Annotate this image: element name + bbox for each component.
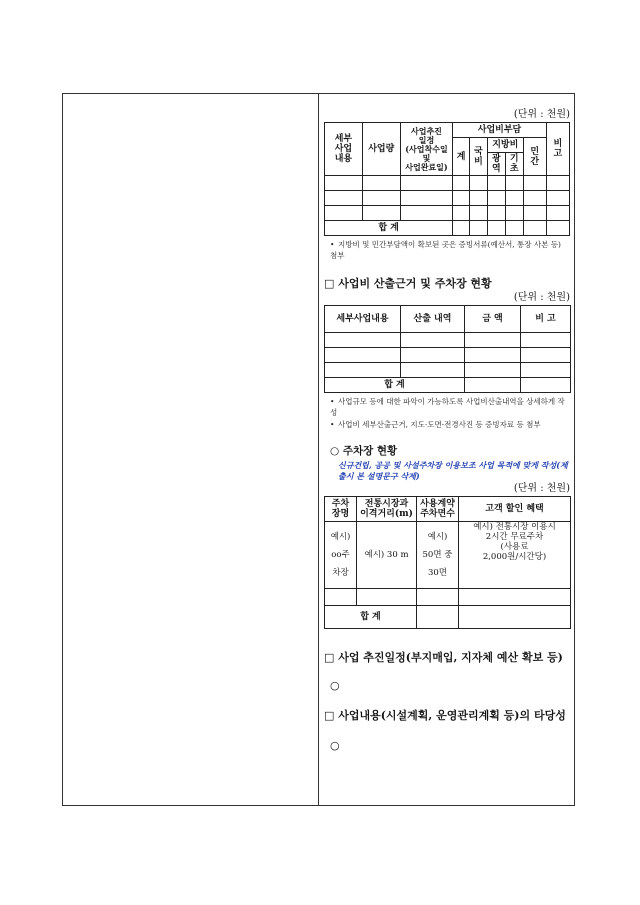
col-private: 민 간 (523, 138, 546, 176)
note-local-funds: • 지방비 및 민간부담액이 확보된 곳은 증빙서류(예산서, 통장 사본 등) 첨부 (330, 240, 561, 260)
col-basic: 기 초 (505, 153, 523, 176)
col-total: 계 (453, 138, 470, 176)
parking-table (324, 496, 571, 629)
col-detail-2: 세부사업내용 (325, 306, 401, 333)
col-parking-name: 주차 장명 (325, 497, 357, 522)
col-metro: 광 역 (487, 153, 505, 176)
unit-label: (단위 : 천원) (513, 109, 570, 120)
unit-label-3: (단위 : 천원) (513, 483, 570, 494)
sum-row-label-3: 합 계 (325, 606, 417, 629)
unit-label-2: (단위 : 천원) (513, 292, 570, 303)
col-amount: 사업량 (362, 123, 400, 176)
cost-share-table (324, 122, 570, 236)
col-benefit: 고객 할인 혜택 (459, 497, 571, 522)
right-column (324, 100, 570, 753)
col-distance: 전통시장과 이격거리(m) (357, 497, 417, 522)
section-cost-basis: □ 사업비 산출근거 및 주차장 현황 (324, 277, 492, 290)
col-local: 지방비 (487, 138, 523, 153)
col-schedule: 사업추진 일정 (사업착수일 및 사업완료일) (400, 123, 453, 176)
note-scale: • 사업규모 등에 대한 파악이 가능하도록 사업비산출내역을 상세하게 작성 (330, 397, 565, 417)
example-name: 예시) oo주 차장 (325, 522, 357, 589)
validity-bullet: ○ (330, 739, 340, 752)
col-national: 국 비 (470, 138, 488, 176)
section-schedule: □ 사업 추진일정(부지매입, 지자체 예산 확보 등) (324, 651, 563, 664)
sum-row-label-2: 합 계 (325, 378, 465, 393)
note-evidence: • 사업비 세부산출근거, 지도·도면·전경사진 등 증빙자료 등 첨부 (330, 420, 541, 429)
col-remark-2: 비 고 (521, 306, 571, 333)
col-amount-2: 금 액 (465, 306, 521, 333)
col-calc: 산출 내역 (401, 306, 465, 333)
col-count: 사용계약 주차면수 (417, 497, 459, 522)
section-validity: □ 사업내용(시설계획, 운영관리계획 등)의 타당성 (324, 709, 566, 722)
parking-heading: ○ 주차장 현황 (330, 445, 398, 457)
sum-row-label: 합 계 (325, 221, 453, 236)
schedule-bullet: ○ (330, 679, 340, 692)
column-divider (318, 93, 319, 806)
example-benefit: 예시) 전통시장 이용시 2시간 무료주차 (사용료 2,000원/시간당) (459, 522, 571, 589)
example-count: 예시) 50면 중 30면 (417, 522, 459, 589)
col-cost-share: 사업비부담 (453, 123, 547, 138)
col-remark: 비 고 (546, 123, 569, 176)
example-distance: 예시) 30 m (357, 522, 417, 589)
parking-note: 신규건립, 공공 및 사설주차장 이용보조 사업 목적에 맞게 작성(제출시 본 설명문구 삭제) (338, 460, 568, 481)
cost-basis-table (324, 305, 571, 393)
col-detail: 세부 사업 내용 (325, 123, 363, 176)
